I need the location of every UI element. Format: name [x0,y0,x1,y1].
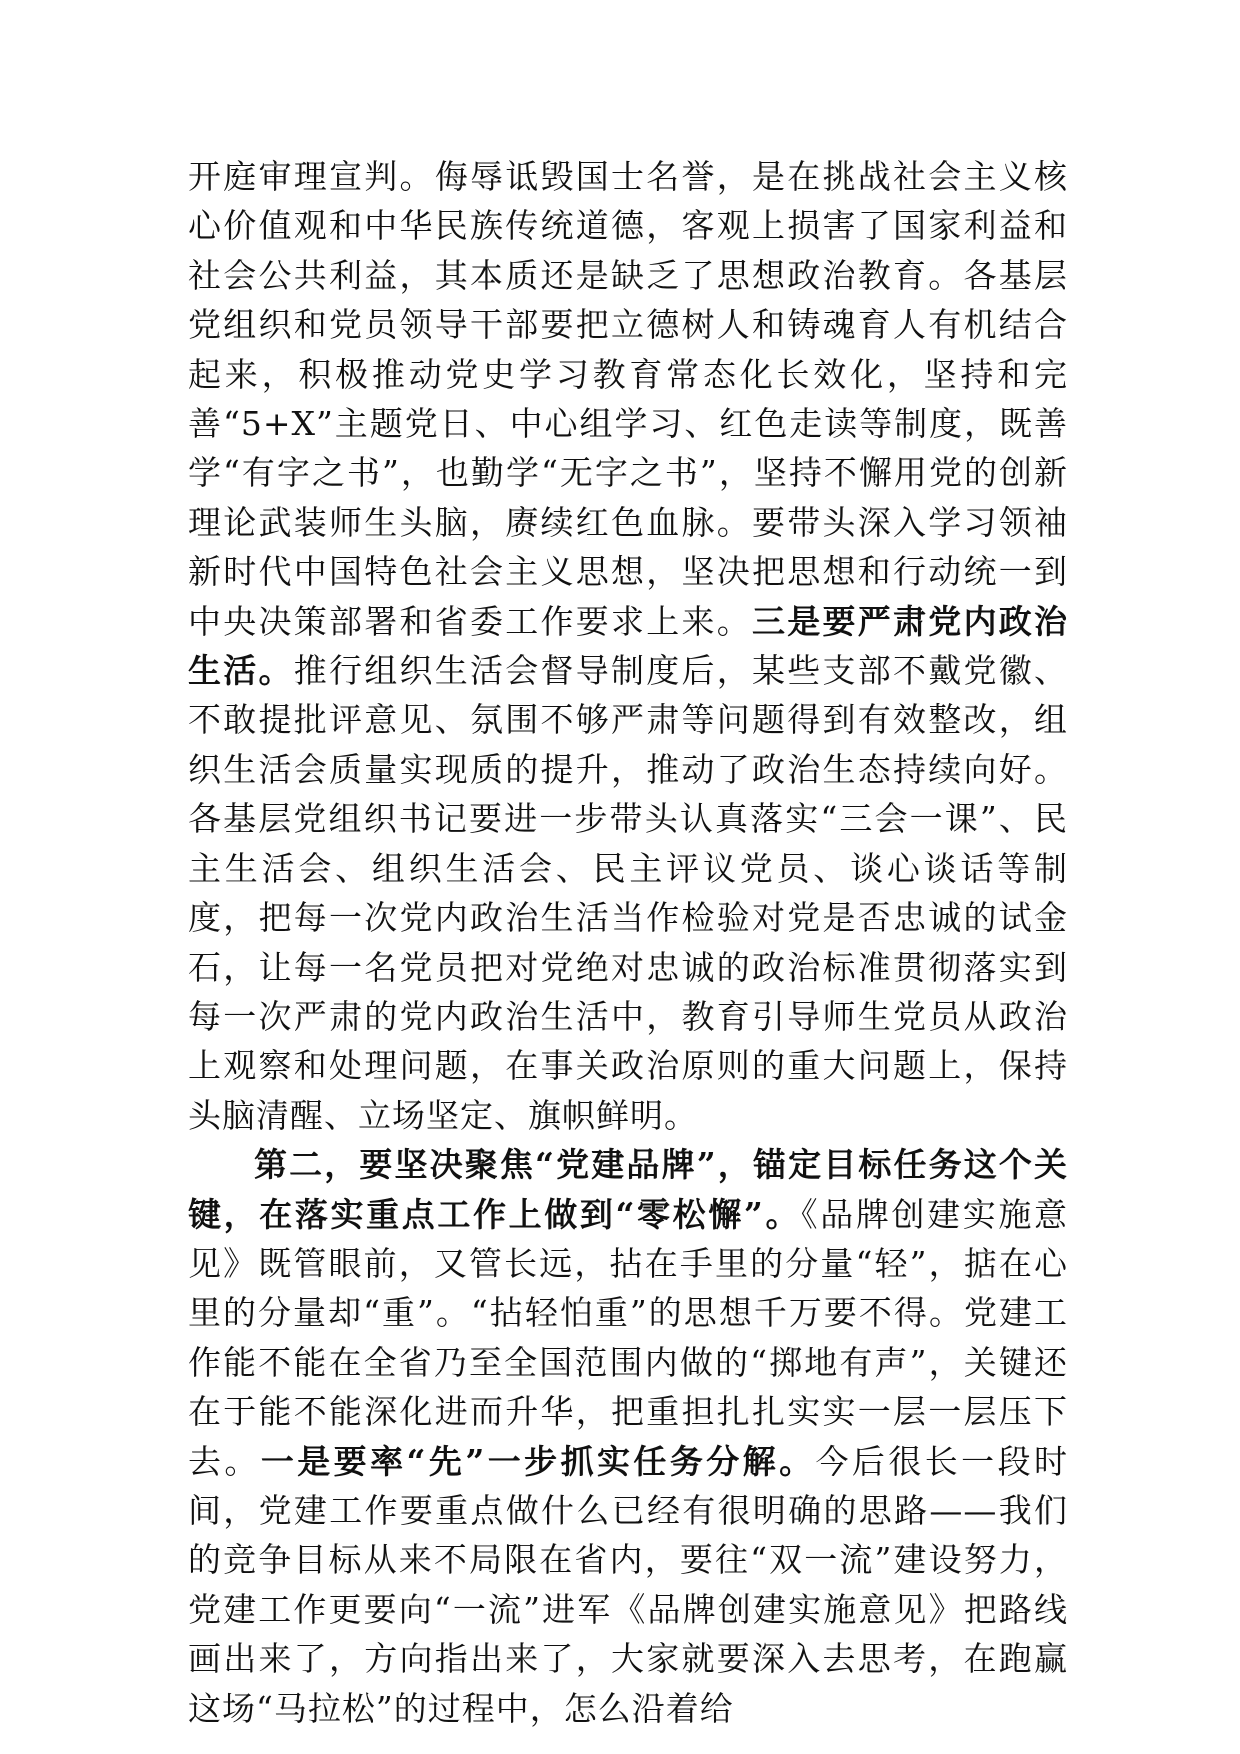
paragraph-2-section-heading: 第二，要坚决聚焦“党建品牌”，锚定目标任务这个关键，在落实重点工作上做到“零松懈”。 [188,1145,1068,1234]
paragraph-2 [188,1140,1068,1733]
paragraph-2-run-4: 今后很长一段时间，党建工作要重点做什么已经有很明确的思路——我们的竞争目标从来不局限在省内，要往“双一流”建设努力，党建工作更要向“一流”进军《品牌创建实施意见》把路线画出来了，方向指出来了，大家就要深入去思考，在跑赢这场“马拉松”的过程中，怎么沿着给 [188,1441,1069,1728]
paragraph-1-run-3: 推行组织生活会督导制度后，某些支部不戴党徽、不敢提批评意见、氛围不够严肃等问题得到有效整改，组织生活会质量实现质的提升，推动了政治生态持续向好。各基层党组织书记要进一步带头认真落实“三会一课”、民主生活会、组织生活会、民主评议党员、谈心谈话等制度，把每一次党内政治生活当作检验对党是否忠诚的试金石，让每一名党员把对党绝对忠诚的政治标准贯彻落实到每一次严肃的党内政治生活中，教育引导师生党员从政治上观察和处理问题，在事关政治原则的重大问题上，保持头脑清醒、立场坚定、旗帜鲜明。 [188,651,1068,1135]
paragraph-2-heading-one: 一是要率“先”一步抓实任务分解。 [260,1441,816,1481]
paragraph-2-run-2: 《品牌创建实施意见》既管眼前，又管长远，拈在手里的分量“轻”，掂在心里的分量却“重”。“拈轻怕重”的思想千万要不得。党建工作能不能在全省乃至全国范围内做的“掷地有声”，关键还在于能不能深化进而升华，把重担扎扎实实一层一层压下去。 [188,1194,1069,1481]
paragraph-1 [188,152,1068,1140]
paragraph-1-run-1: 开庭审理宣判。侮辱诋毁国士名誉，是在挑战社会主义核心价值观和中华民族传统道德，客观上损害了国家利益和社会公共利益，其本质还是缺乏了思想政治教育。各基层党组织和党员领导干部要把立德树人和铸魂育人有机结合起来，积极推动党史学习教育常态化长效化，坚持和完善“5+X”主题党日、中心组学习、红色走读等制度，既善学“有字之书”，也勤学“无字之书”，坚持不懈用党的创新理论武装师生头脑，赓续红色血脉。要带头深入学习领袖新时代中国特色社会主义思想，坚决把思想和行动统一到中央决策部署和省委工作要求上来。 [188,157,1068,641]
paragraph-1-heading-three: 三是要严肃党内政治生活。 [188,601,1068,691]
body-text [188,152,1068,1733]
